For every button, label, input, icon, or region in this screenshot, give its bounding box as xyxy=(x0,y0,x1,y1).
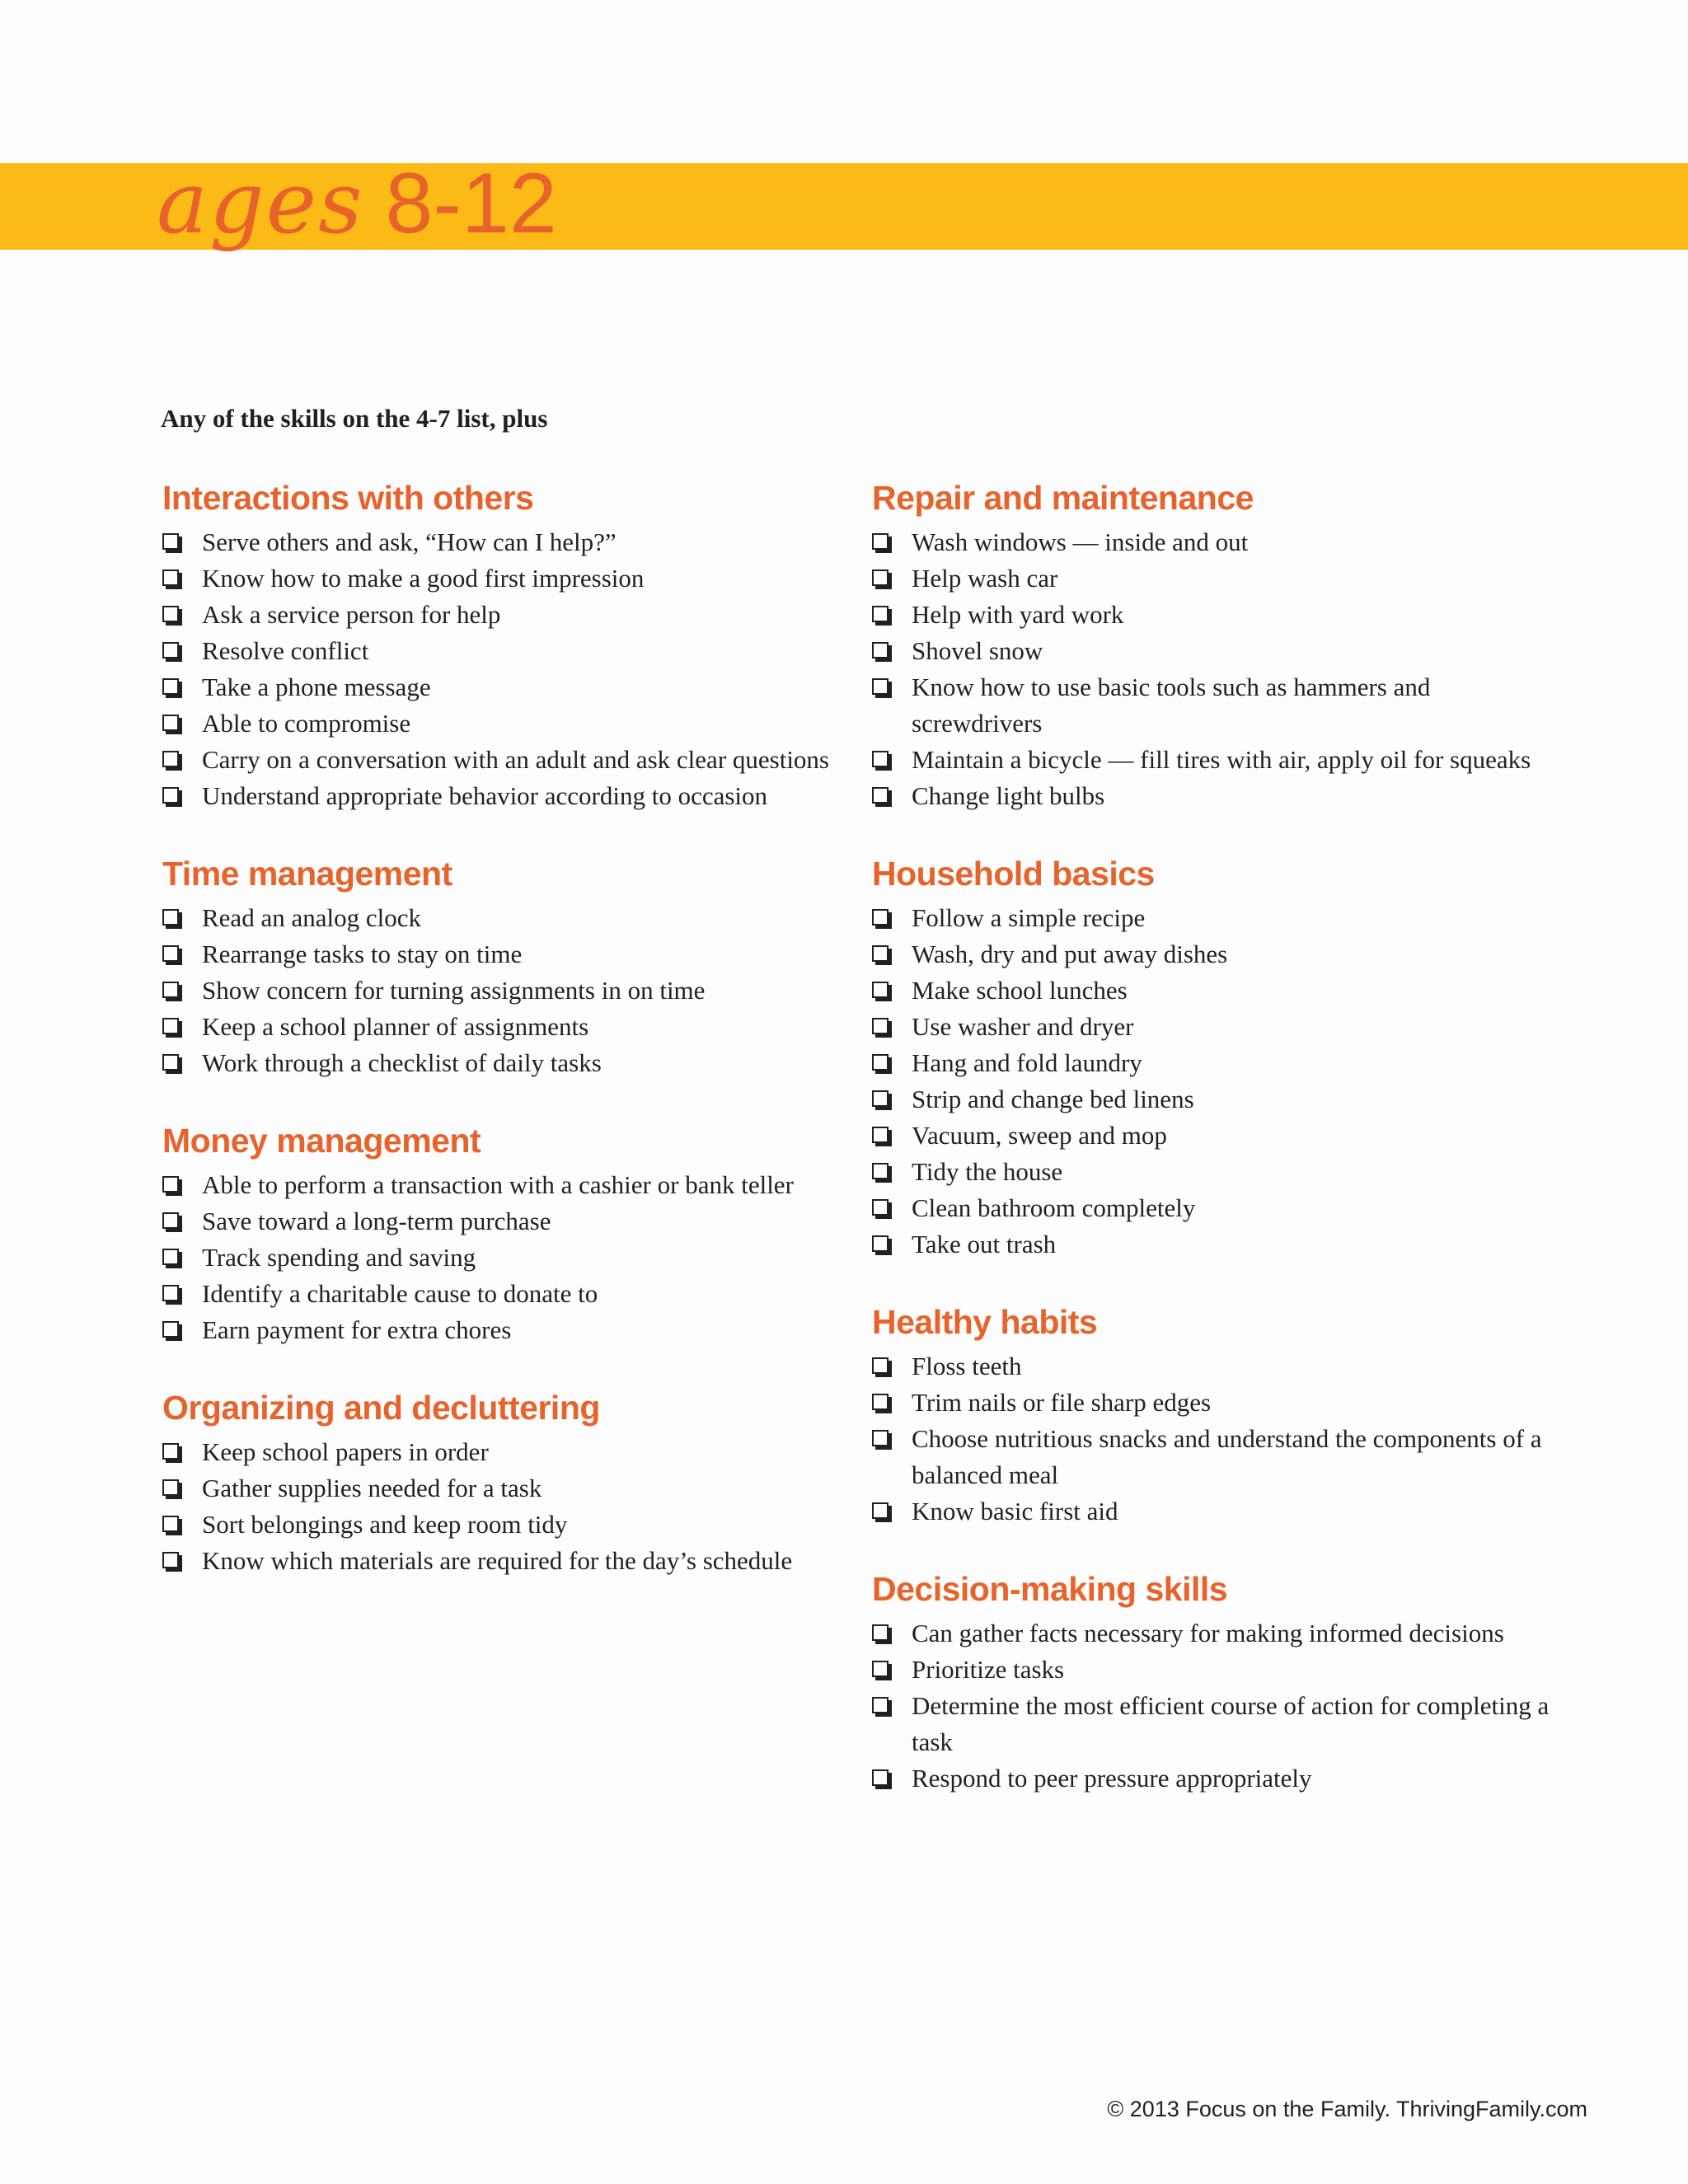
checklist xyxy=(161,900,853,1081)
checklist-item xyxy=(870,669,1563,742)
checklist-item-label: Keep school papers in order xyxy=(202,1437,489,1466)
checklist-item xyxy=(870,1154,1563,1190)
checklist-item-label: Make school lunches xyxy=(912,976,1128,1005)
checkbox-icon[interactable] xyxy=(162,945,179,962)
checklist-item xyxy=(870,1348,1563,1385)
checkbox-icon[interactable] xyxy=(872,569,889,586)
section-title: Repair and maintenance xyxy=(872,479,1254,517)
checkbox-icon[interactable] xyxy=(872,1163,889,1179)
checklist-item-label: Able to compromise xyxy=(202,709,411,738)
checklist-item-label: Know how to make a good first impression xyxy=(202,564,645,593)
checklist xyxy=(161,1434,853,1579)
title-age-range: 8-12 xyxy=(385,156,557,251)
checklist-item xyxy=(161,1045,853,1081)
checkbox-icon[interactable] xyxy=(162,1516,179,1532)
checkbox-icon[interactable] xyxy=(872,1661,889,1677)
left-column xyxy=(161,478,853,1619)
checklist-item xyxy=(161,1470,853,1507)
checkbox-icon[interactable] xyxy=(872,1697,889,1713)
section-title: Organizing and decluttering xyxy=(162,1389,600,1427)
checkbox-icon[interactable] xyxy=(872,787,889,804)
checklist-item-label: Rearrange tasks to stay on time xyxy=(202,940,523,968)
checkbox-icon[interactable] xyxy=(162,569,179,586)
footer-copyright: © 2013 Focus on the Family. ThrivingFamily.com xyxy=(1107,2097,1587,2121)
checkbox-icon[interactable] xyxy=(162,1479,179,1496)
checkbox-icon[interactable] xyxy=(162,1321,179,1338)
checklist-item xyxy=(161,1240,853,1276)
checkbox-icon[interactable] xyxy=(872,1127,889,1143)
checklist-section xyxy=(161,1121,853,1348)
checkbox-icon[interactable] xyxy=(872,1624,889,1641)
checkbox-icon[interactable] xyxy=(872,1018,889,1034)
checkbox-icon[interactable] xyxy=(872,1199,889,1216)
checklist-item-label: Strip and change bed linens xyxy=(912,1085,1194,1113)
checkbox-icon[interactable] xyxy=(162,678,179,695)
checklist-section xyxy=(870,478,1563,814)
checklist-item xyxy=(161,1203,853,1240)
checklist-item xyxy=(870,1615,1563,1652)
section-title: Decision-making skills xyxy=(872,1570,1228,1608)
checkbox-icon[interactable] xyxy=(872,1502,889,1519)
checklist-item xyxy=(870,1652,1563,1688)
checkbox-icon[interactable] xyxy=(162,982,179,998)
checklist-item-label: Help with yard work xyxy=(912,600,1124,629)
checklist-item-label: Show concern for turning assignments in on time xyxy=(202,976,706,1005)
checklist-section xyxy=(161,478,853,814)
checkbox-icon[interactable] xyxy=(872,982,889,998)
checklist-item xyxy=(870,633,1563,669)
checklist-item-label: Know which materials are required for the day’s schedule xyxy=(202,1546,793,1575)
page-title xyxy=(157,152,557,301)
checklist-item-label: Help wash car xyxy=(912,564,1058,593)
checklist-item-label: Respond to peer pressure appropriately xyxy=(912,1764,1312,1793)
checkbox-icon[interactable] xyxy=(162,1285,179,1301)
checklist-item xyxy=(870,524,1563,560)
checklist-item-label: Earn payment for extra chores xyxy=(202,1315,512,1344)
checklist-item xyxy=(161,1009,853,1045)
checklist-item xyxy=(161,1434,853,1470)
checklist-item xyxy=(161,1507,853,1543)
checkbox-icon[interactable] xyxy=(872,606,889,622)
section-title: Time management xyxy=(162,855,452,893)
checklist-item xyxy=(870,1760,1563,1797)
checklist xyxy=(870,1348,1563,1530)
section-title: Money management xyxy=(162,1122,481,1160)
checklist-item-label: Ask a service person for help xyxy=(202,600,501,629)
checklist-item xyxy=(161,560,853,597)
checklist-item-label: Take out trash xyxy=(912,1230,1057,1258)
checkbox-icon[interactable] xyxy=(872,1430,889,1446)
checklist-item xyxy=(870,972,1563,1009)
checkbox-icon[interactable] xyxy=(162,787,179,804)
checklist-item-label: Shovel snow xyxy=(912,636,1043,665)
checklist-item-label: Carry on a conversation with an adult and ask clear questions xyxy=(202,745,829,774)
section-title: Household basics xyxy=(872,855,1155,893)
checkbox-icon[interactable] xyxy=(162,533,179,550)
checklist-item-label: Identify a charitable cause to donate to xyxy=(202,1279,598,1308)
checklist-section xyxy=(161,854,853,1081)
checklist-item-label: Change light bulbs xyxy=(912,781,1105,810)
checklist-item-label: Resolve conflict xyxy=(202,636,369,665)
checkbox-icon[interactable] xyxy=(872,642,889,658)
checklist-item xyxy=(161,1312,853,1348)
checkbox-icon[interactable] xyxy=(872,678,889,695)
checklist-item xyxy=(161,1543,853,1579)
checkbox-icon[interactable] xyxy=(872,1394,889,1410)
checklist-item-label: Work through a checklist of daily tasks xyxy=(202,1048,602,1077)
checklist-item-label: Able to perform a transaction with a cashier or bank teller xyxy=(202,1170,794,1199)
checklist-item xyxy=(161,742,853,778)
checklist-item xyxy=(870,936,1563,972)
checkbox-icon[interactable] xyxy=(872,945,889,962)
checklist-item-label: Sort belongings and keep room tidy xyxy=(202,1510,568,1539)
checklist xyxy=(161,524,853,814)
checklist-section xyxy=(870,854,1563,1263)
checklist-item xyxy=(870,1688,1563,1760)
checkbox-icon[interactable] xyxy=(162,1054,179,1071)
checklist-item xyxy=(161,597,853,633)
checklist-item xyxy=(161,705,853,742)
checklist xyxy=(870,524,1563,814)
checklist-item-label: Know how to use basic tools such as hammers and screwdrivers xyxy=(912,673,1431,738)
checklist-item-label: Maintain a bicycle — fill tires with air, apply oil for squeaks xyxy=(912,745,1531,774)
checklist-item xyxy=(161,1167,853,1203)
checkbox-icon[interactable] xyxy=(162,1443,179,1460)
checklist-item-label: Choose nutritious snacks and understand the components of a balanced meal xyxy=(912,1424,1542,1489)
checklist-item xyxy=(870,1493,1563,1530)
checkbox-icon[interactable] xyxy=(872,1090,889,1107)
checklist-item-label: Wash windows — inside and out xyxy=(912,527,1249,556)
checklist-item-label: Trim nails or file sharp edges xyxy=(912,1388,1212,1417)
checklist-item xyxy=(870,742,1563,778)
section-title: Interactions with others xyxy=(162,479,534,517)
checklist-section xyxy=(870,1302,1563,1530)
checklist-item-label: Know basic first aid xyxy=(912,1497,1118,1526)
checklist-item-label: Clean bathroom completely xyxy=(912,1193,1196,1222)
checklist-item-label: Read an analog clock xyxy=(202,903,421,932)
checkbox-icon[interactable] xyxy=(162,642,179,658)
checklist-item xyxy=(870,1045,1563,1081)
checklist-item-label: Hang and fold laundry xyxy=(912,1048,1142,1077)
checklist-item xyxy=(161,936,853,972)
checkbox-icon[interactable] xyxy=(162,1176,179,1193)
checklist-item xyxy=(870,778,1563,814)
checkbox-icon[interactable] xyxy=(872,1235,889,1252)
checklist-item-label: Use washer and dryer xyxy=(912,1012,1134,1041)
checklist-item xyxy=(870,1385,1563,1421)
checklist-item-label: Can gather facts necessary for making informed decisions xyxy=(912,1619,1504,1647)
checklist-item xyxy=(870,597,1563,633)
checkbox-icon[interactable] xyxy=(872,1054,889,1071)
checklist-item-label: Follow a simple recipe xyxy=(912,903,1146,932)
checklist xyxy=(161,1167,853,1348)
checklist-item-label: Keep a school planner of assignments xyxy=(202,1012,589,1041)
checkbox-icon[interactable] xyxy=(872,1357,889,1374)
checklist-item xyxy=(161,633,853,669)
checklist-item xyxy=(161,669,853,705)
checkbox-icon[interactable] xyxy=(162,1249,179,1265)
checklist-item xyxy=(870,1226,1563,1263)
section-title: Healthy habits xyxy=(872,1303,1098,1341)
checkbox-icon[interactable] xyxy=(162,715,179,731)
checklist-item xyxy=(161,1276,853,1312)
checklist-item xyxy=(161,524,853,560)
checklist-item xyxy=(161,900,853,936)
checkbox-icon[interactable] xyxy=(162,1212,179,1229)
checklist-item-label: Wash, dry and put away dishes xyxy=(912,940,1228,968)
checklist-item xyxy=(870,900,1563,936)
checklist-item-label: Prioritize tasks xyxy=(912,1655,1065,1684)
checklist-item-label: Determine the most efficient course of action for completing a task xyxy=(912,1691,1550,1756)
checklist-item xyxy=(870,1118,1563,1154)
checkbox-icon[interactable] xyxy=(162,1018,179,1034)
checklist-item xyxy=(870,1009,1563,1045)
checklist-item-label: Track spending and saving xyxy=(202,1243,476,1272)
intro-text: Any of the skills on the 4-7 list, plus xyxy=(161,404,548,433)
checkbox-icon[interactable] xyxy=(872,751,889,767)
checklist-item-label: Serve others and ask, “How can I help?” xyxy=(202,527,617,556)
checklist xyxy=(870,1615,1563,1797)
checklist-section xyxy=(161,1388,853,1579)
checklist-item xyxy=(161,972,853,1009)
checklist-section xyxy=(870,1569,1563,1797)
checklist-item-label: Tidy the house xyxy=(912,1157,1063,1186)
checklist-item-label: Save toward a long-term purchase xyxy=(202,1207,551,1235)
title-script: ages xyxy=(157,152,364,253)
checklist-item-label: Understand appropriate behavior according to occasion xyxy=(202,781,768,810)
checkbox-icon[interactable] xyxy=(162,751,179,767)
right-column xyxy=(870,478,1563,1836)
checklist-item xyxy=(870,1190,1563,1226)
checklist-item xyxy=(161,778,853,814)
checkbox-icon[interactable] xyxy=(162,606,179,622)
checkbox-icon[interactable] xyxy=(162,909,179,926)
checklist-item-label: Take a phone message xyxy=(202,673,431,701)
checklist-item xyxy=(870,1421,1563,1493)
checkbox-icon[interactable] xyxy=(872,909,889,926)
checkbox-icon[interactable] xyxy=(872,1769,889,1786)
checkbox-icon[interactable] xyxy=(872,533,889,550)
checklist-item xyxy=(870,560,1563,597)
checklist-item-label: Vacuum, sweep and mop xyxy=(912,1121,1167,1150)
checkbox-icon[interactable] xyxy=(162,1552,179,1568)
checklist-item-label: Floss teeth xyxy=(912,1352,1022,1380)
checklist-item-label: Gather supplies needed for a task xyxy=(202,1474,542,1502)
checklist xyxy=(870,900,1563,1263)
checklist-item xyxy=(870,1081,1563,1118)
